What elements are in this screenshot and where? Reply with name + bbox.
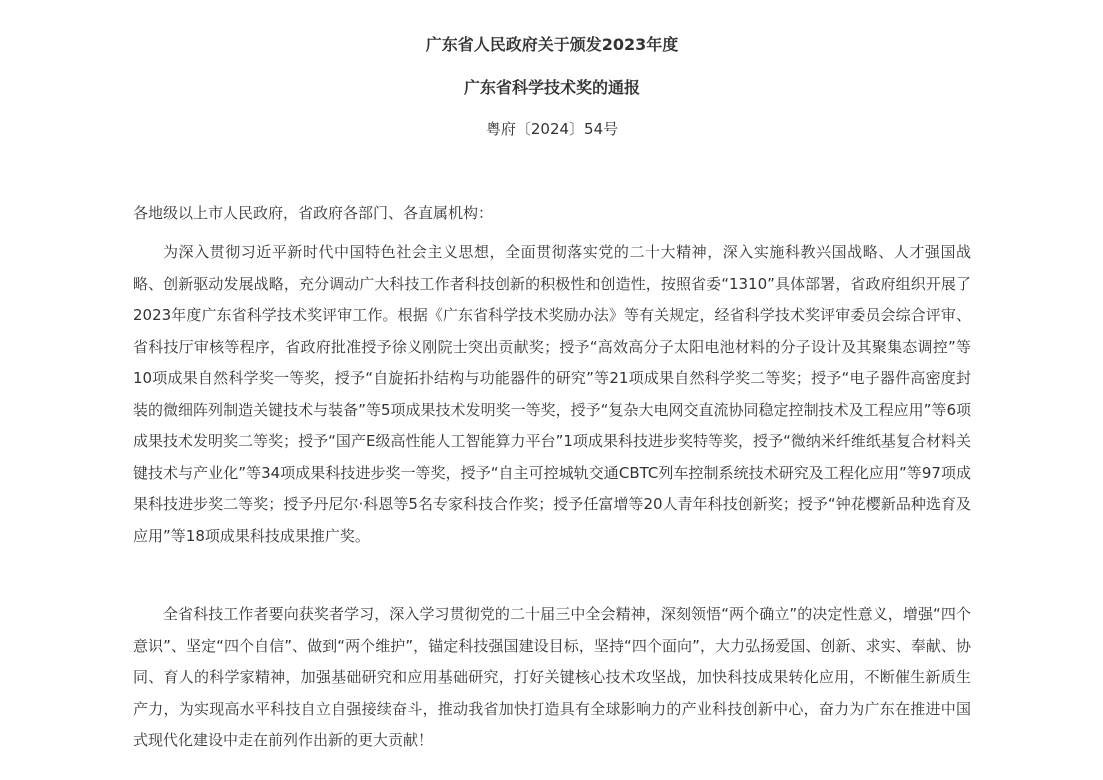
salutation: 各地级以上市人民政府，省政府各部门、各直属机构： [133,204,494,222]
document-number: 粤府〔2024〕54号 [485,120,619,138]
body-paragraph-2: 全省科技工作者要向获奖者学习，深入学习贯彻党的二十届三中全会精神，深刻领悟“两个确立”的决定性意义，增强“四个意识”、坚定“四个自信”、做到“两个维护”，锚定科技强国建设目标，坚持“四个面向”，大力弘扬爱国、创新、求实、奉献、协同、育人的科学家精神，加强基础研究和应用基础研究，打好关键核心技术攻坚战，加快科技成果转化应用，不断催生新质生产力，为实现高水平科技自立自强接续奋斗，推动我省加快打造具有全球影响力的产业科技创新中心，奋力为广东在推进中国式现代化建设中走在前列作出新的更大贡献！ [133,605,971,749]
document-title-line-2: 广东省科学技术奖的通报 [463,78,640,97]
body-paragraph-1: 为深入贯彻习近平新时代中国特色社会主义思想，全面贯彻落实党的二十大精神，深入实施科教兴国战略、人才强国战略、创新驱动发展战略，充分调动广大科技工作者科技创新的积极性和创造性，按照省委“1310”具体部署，省政府组织开展了2023年度广东省科学技术奖评审工作。根据《广东省科学技术奖励办法》等有关规定，经省科学技术奖评审委员会综合评审、省科技厅审核等程序，省政府批准授予徐义刚院士突出贡献奖；授予“高效高分子太阳电池材料的分子设计及其聚集态调控”等10项成果自然科学奖一等奖，授予“自旋拓扑结构与功能器件的研究”等21项成果自然科学奖二等奖；授予“电子器件高密度封装的微细阵列制造关键技术与装备”等5项成果技术发明奖一等奖，授予“复杂大电网交直流协同稳定控制技术及工程应用”等6项成果技术发明奖二等奖；授予“国产E级高性能人工智能算力平台”1项成果科技进步奖特等奖，授予“微纳米纤维纸基复合材料关键技术与产业化”等34项成果科技进步奖一等奖，授予“自主可控城轨交通CBTC列车控制系统技术研究及工程化应用”等97项成果科技进步奖二等奖；授予丹尼尔·科恩等5名专家科技合作奖；授予任富增等20人青年科技创新奖；授予“钟花樱新品种选育及应用”等18项成果科技成果推广奖。 [133,243,971,545]
document-title-line-1: 广东省人民政府关于颁发2023年度 [425,35,679,54]
